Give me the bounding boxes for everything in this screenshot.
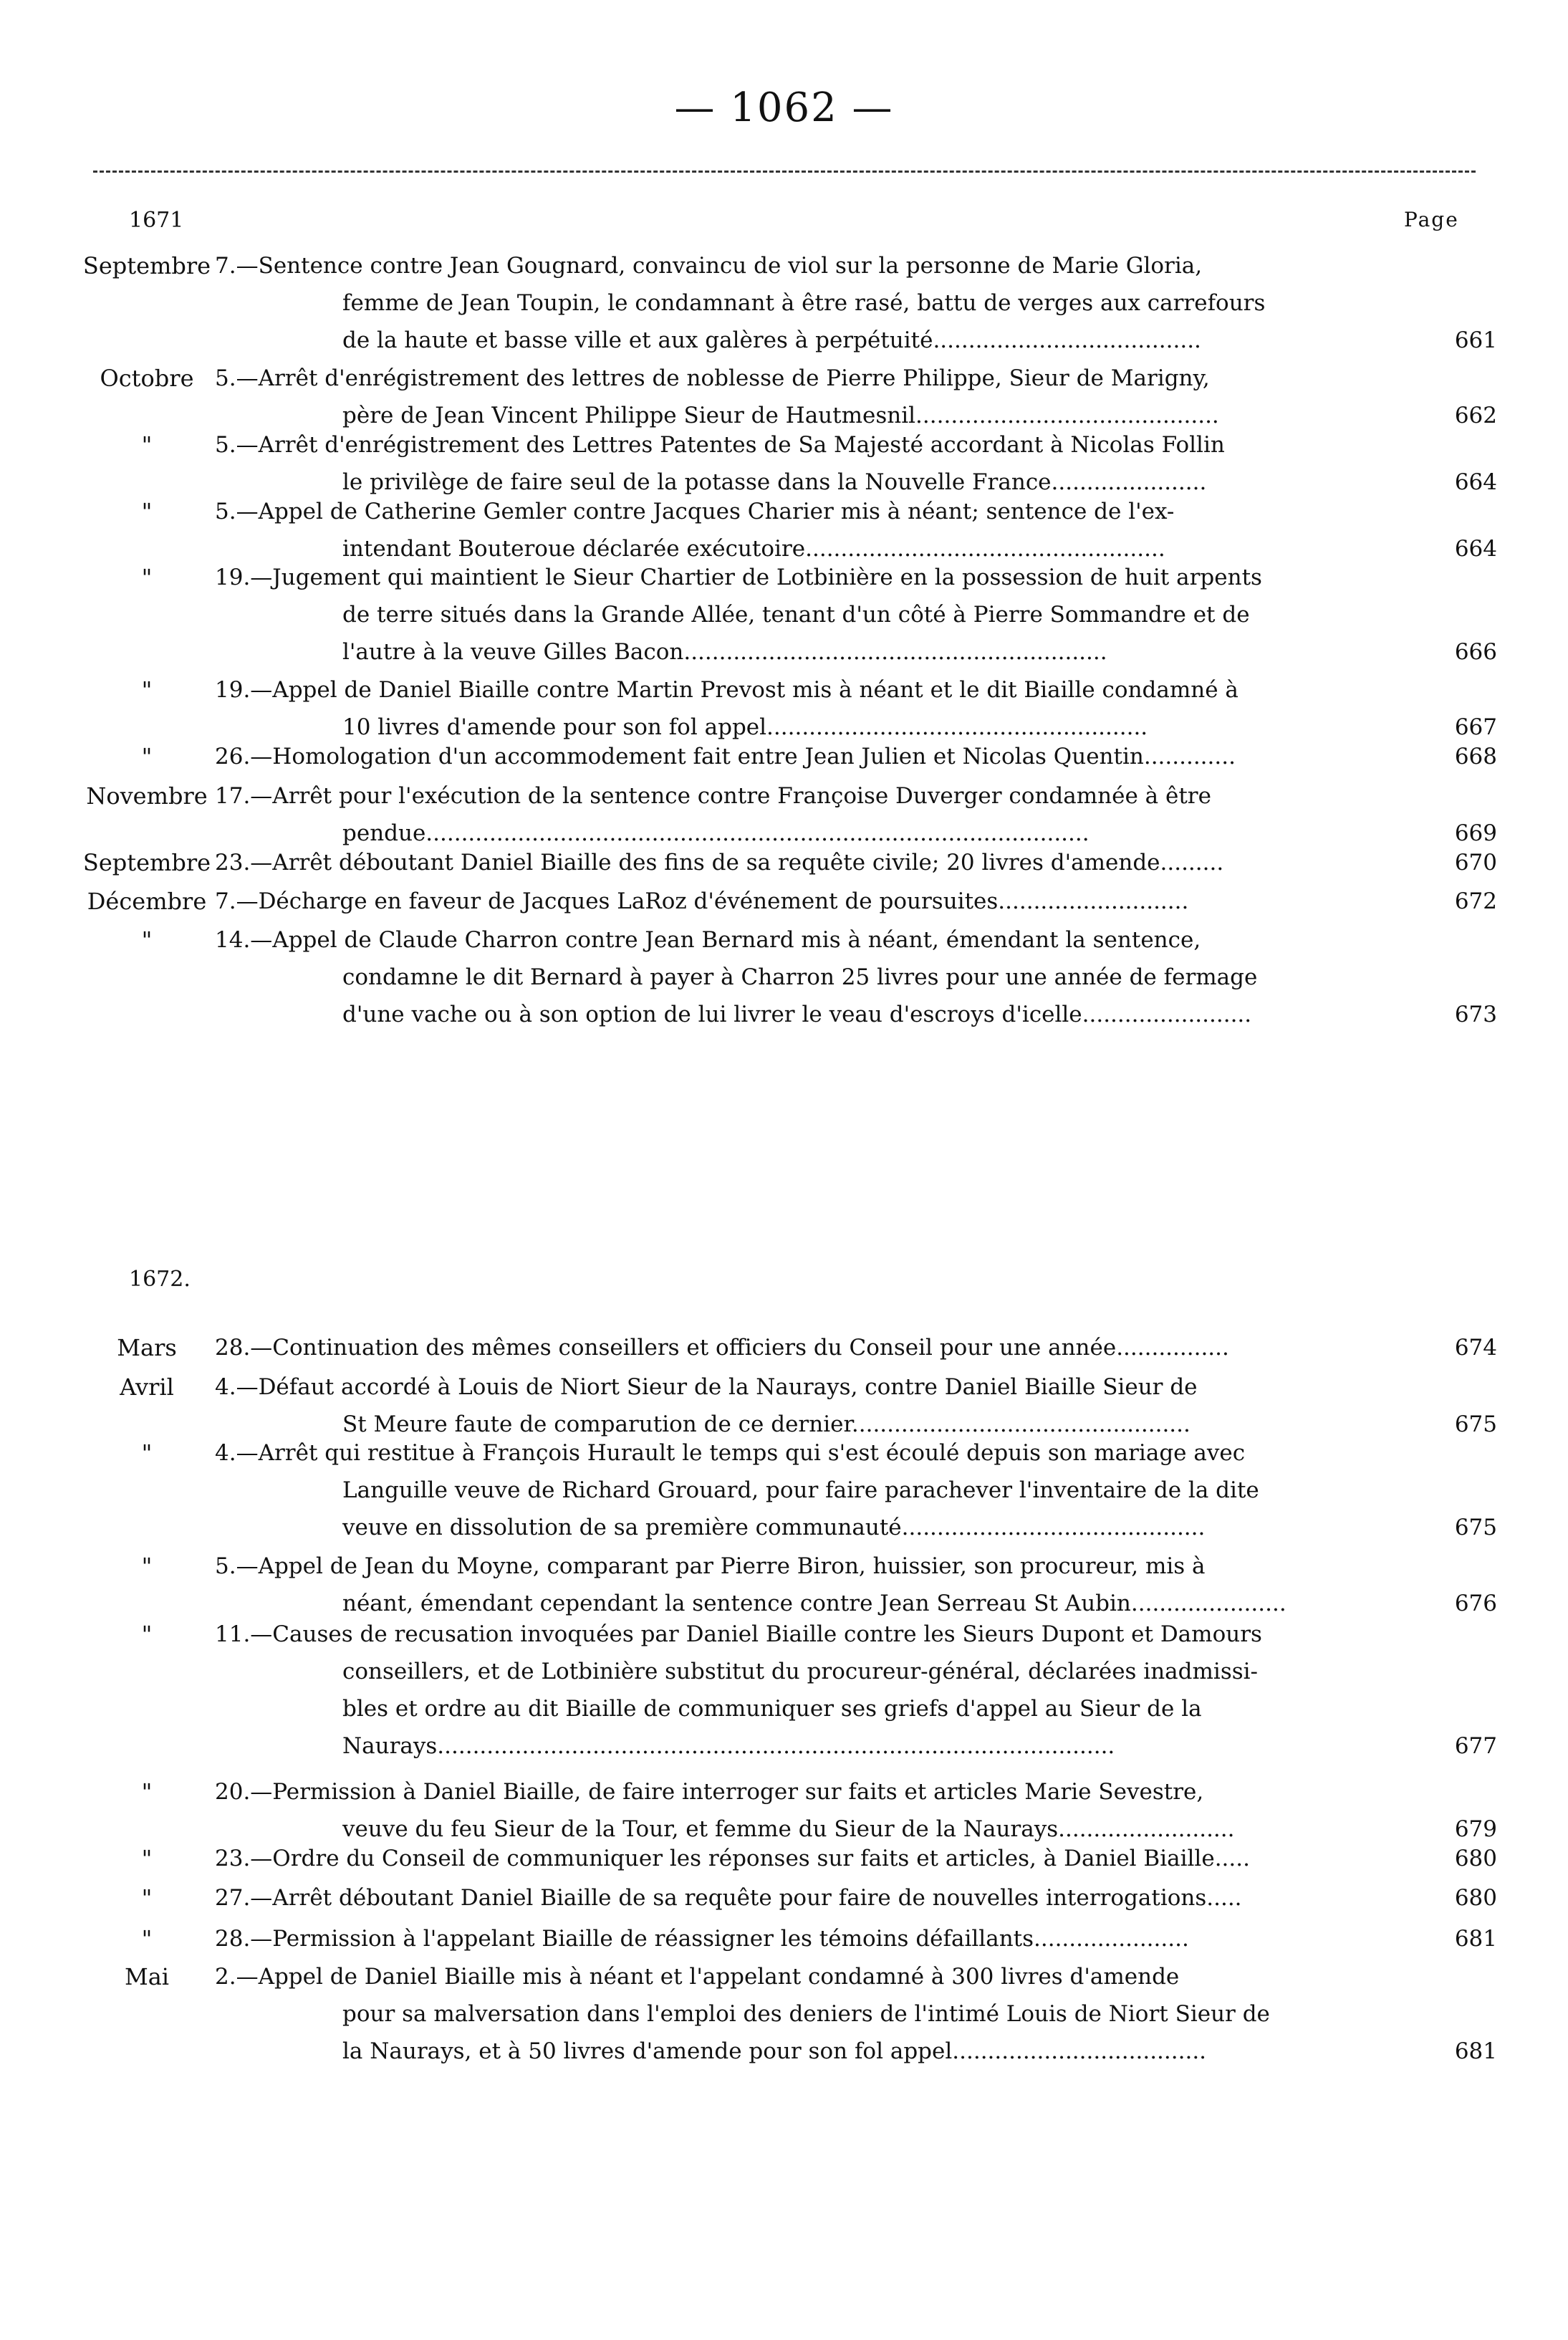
entry-page-ref: 661 (1454, 327, 1497, 353)
entry-line: pour sa malversation dans l'emploi des deniers de l'intimé Louis de Niort Sieur de (342, 2001, 1270, 2027)
entry-month: " (141, 1553, 153, 1580)
entry-line: 23.—Arrêt déboutant Daniel Biaille des fins de sa requête civile; 20 livres d'amende......... (215, 850, 1224, 876)
entry-page-ref: 681 (1454, 2038, 1497, 2064)
entry-line: 17.—Arrêt pour l'exécution de la sentence contre Françoise Duverger condamnée à être (215, 783, 1211, 809)
entry-line: intendant Bouteroue déclarée exécutoire................................................... (342, 536, 1165, 562)
entry-line: pendue.............................................................................................. (342, 820, 1090, 846)
entry-page-ref: 673 (1454, 1002, 1497, 1027)
entry-line: 7.—Sentence contre Jean Gougnard, convaincu de viol sur la personne de Marie Gloria, (215, 253, 1203, 279)
entry-month: Mai (124, 1963, 170, 1990)
entry-line: 10 livres d'amende pour son fol appel...................................................... (342, 714, 1148, 740)
entry-line: néant, émendant cependant la sentence contre Jean Serreau St Aubin...................... (342, 1591, 1286, 1616)
entry-line: bles et ordre au dit Biaille de communiquer ses griefs d'appel au Sieur de la (342, 1696, 1202, 1722)
entry-month: Septembre (82, 849, 211, 876)
entry-page-ref: 676 (1454, 1591, 1497, 1616)
entry-month: " (141, 676, 153, 704)
page-column-label: Page (1404, 208, 1459, 231)
entry-line: 5.—Appel de Jean du Moyne, comparant par Pierre Biron, huissier, son procureur, mis à (215, 1553, 1206, 1579)
entry-line: 5.—Arrêt d'enrégistrement des Lettres Patentes de Sa Majesté accordant à Nicolas Follin (215, 432, 1225, 458)
entry-page-ref: 666 (1454, 639, 1497, 665)
entry-page-ref: 664 (1454, 536, 1497, 562)
entry-line: 27.—Arrêt déboutant Daniel Biaille de sa requête pour faire de nouvelles interrogations..... (215, 1885, 1242, 1911)
entry-page-ref: 675 (1454, 1411, 1497, 1437)
entry-month: Novembre (86, 782, 208, 810)
entry-line: 11.—Causes de recusation invoquées par Daniel Biaille contre les Sieurs Dupont et Damours (215, 1621, 1262, 1647)
entry-page-ref: 670 (1454, 850, 1497, 876)
entry-page-ref: 668 (1454, 744, 1497, 769)
entry-line: 20.—Permission à Daniel Biaille, de faire interroger sur faits et articles Marie Sevestre, (215, 1779, 1204, 1805)
entry-line: 28.—Permission à l'appelant Biaille de réassigner les témoins défaillants...................... (215, 1926, 1189, 1952)
entry-page-ref: 675 (1454, 1515, 1497, 1540)
entry-month: " (141, 1439, 153, 1467)
entry-month: " (141, 926, 153, 954)
entry-month: " (141, 1845, 153, 1872)
entry-line: l'autre à la veuve Gilles Bacon............................................................ (342, 639, 1107, 665)
entry-month: Avril (120, 1373, 174, 1401)
entry-month: " (141, 498, 153, 525)
entry-line: St Meure faute de comparution de ce dernier................................................ (342, 1411, 1191, 1437)
entry-line: condamne le dit Bernard à payer à Charron 25 livres pour une année de fermage (342, 964, 1258, 990)
entry-line: 14.—Appel de Claude Charron contre Jean Bernard mis à néant, émendant la sentence, (215, 927, 1201, 953)
entry-line: Naurays................................................................................................ (342, 1733, 1115, 1759)
entry-line: 5.—Appel de Catherine Gemler contre Jacques Charier mis à néant; sentence de l'ex- (215, 499, 1175, 524)
entry-line: 26.—Homologation d'un accommodement fait entre Jean Julien et Nicolas Quentin............. (215, 744, 1236, 769)
entry-line: conseillers, et de Lotbinière substitut du procureur-général, déclarées inadmissi- (342, 1659, 1259, 1684)
year-heading-1671: 1671 (129, 208, 184, 233)
entry-page-ref: 681 (1454, 1926, 1497, 1952)
entry-month: " (141, 1925, 153, 1952)
entry-month: Octobre (100, 365, 194, 392)
entry-page-ref: 669 (1454, 820, 1497, 846)
entry-line: veuve du feu Sieur de la Tour, et femme du Sieur de la Naurays......................... (342, 1816, 1235, 1842)
entry-page-ref: 667 (1454, 714, 1497, 740)
entry-line: veuve en dissolution de sa première communauté........................................... (342, 1515, 1206, 1540)
entry-page-ref: 677 (1454, 1733, 1497, 1759)
entry-line: la Naurays, et à 50 livres d'amende pour son fol appel.................................... (342, 2038, 1207, 2064)
entry-line: le privilège de faire seul de la potasse dans la Nouvelle France...................... (342, 469, 1207, 495)
entry-line: 4.—Défaut accordé à Louis de Niort Sieur de la Naurays, contre Daniel Biaille Sieur de (215, 1374, 1198, 1400)
entry-line: de la haute et basse ville et aux galères à perpétuité...................................... (342, 327, 1201, 353)
entry-line: père de Jean Vincent Philippe Sieur de Hautmesnil........................................... (342, 403, 1219, 428)
entry-line: 2.—Appel de Daniel Biaille mis à néant et l'appelant condamné à 300 livres d'amende (215, 1964, 1180, 1990)
entry-page-ref: 672 (1454, 888, 1497, 914)
entry-line: 19.—Appel de Daniel Biaille contre Martin Prevost mis à néant et le dit Biaille condamné à (215, 677, 1238, 703)
entry-line: 5.—Arrêt d'enrégistrement des lettres de noblesse de Pierre Philippe, Sieur de Marigny, (215, 365, 1210, 391)
entry-line: de terre situés dans la Grande Allée, tenant d'un côté à Pierre Sommandre et de (342, 602, 1250, 628)
entry-line: 28.—Continuation des mêmes conseillers et officiers du Conseil pour une année................ (215, 1335, 1229, 1361)
entry-month: " (141, 431, 153, 459)
entry-page-ref: 662 (1454, 403, 1497, 428)
entry-line: 19.—Jugement qui maintient le Sieur Chartier de Lotbinière en la possession de huit arpents (215, 565, 1262, 590)
entry-line: femme de Jean Toupin, le condamnant à être rasé, battu de verges aux carrefours (342, 290, 1266, 316)
year-heading-1672: 1672. (129, 1267, 191, 1292)
entry-line: 7.—Décharge en faveur de Jacques LaRoz d'événement de poursuites........................... (215, 888, 1189, 914)
entry-month: " (141, 1621, 153, 1648)
entry-page-ref: 680 (1454, 1885, 1497, 1911)
entry-page-ref: 664 (1454, 469, 1497, 495)
entry-line: d'une vache ou à son option de lui livrer le veau d'escroys d'icelle........................ (342, 1002, 1252, 1027)
entry-line: Languille veuve de Richard Grouard, pour faire parachever l'inventaire de la dite (342, 1477, 1259, 1503)
page-number: — 1062 — (674, 85, 894, 131)
entry-month: " (141, 1778, 153, 1806)
header-rule (93, 171, 1476, 173)
entry-month: Décembre (87, 888, 207, 915)
entry-line: 4.—Arrêt qui restitue à François Hurault le temps qui s'est écoulé depuis son mariage avec (215, 1440, 1246, 1466)
entry-month: " (141, 743, 153, 770)
entry-month: " (141, 564, 153, 591)
entry-month: " (141, 1884, 153, 1912)
entry-page-ref: 674 (1454, 1335, 1497, 1361)
entry-line: 23.—Ordre du Conseil de communiquer les réponses sur faits et articles, à Daniel Biaille..... (215, 1846, 1250, 1871)
entry-page-ref: 680 (1454, 1846, 1497, 1871)
entry-month: Mars (117, 1334, 177, 1361)
entry-page-ref: 679 (1454, 1816, 1497, 1842)
entry-month: Septembre (82, 252, 211, 279)
